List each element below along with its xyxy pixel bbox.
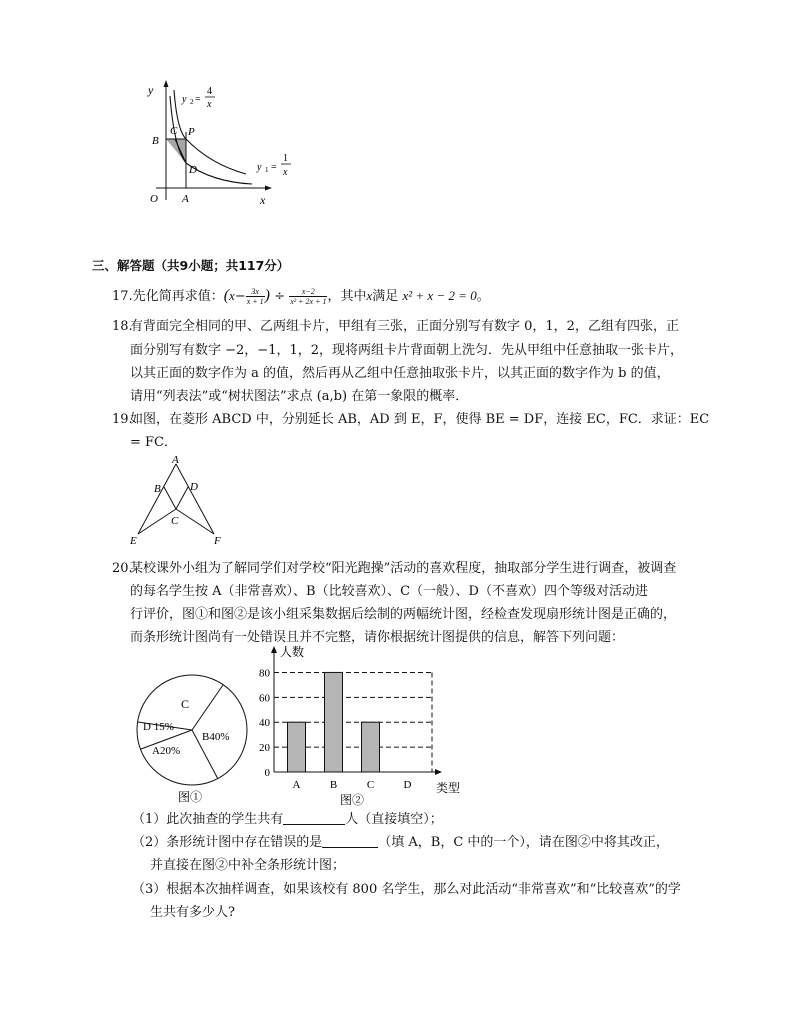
fig19-label-B: B (154, 483, 161, 495)
label-A: A (182, 193, 189, 205)
q17-f2-den: x² + 2x + 1 (290, 297, 327, 306)
q17-rparen: ) (264, 287, 270, 304)
label-y1-sub: 1 (265, 166, 269, 174)
q17-f1-num: 3x (246, 287, 265, 297)
bar-C (362, 722, 380, 772)
label-y1: y (257, 162, 262, 173)
pie-slice-a-label: A20% (152, 745, 181, 757)
q20-sub-2 (132, 833, 669, 853)
x-tick-label-B: B (329, 779, 338, 791)
label-x: x (260, 193, 266, 207)
pie-slice-b-label: B40% (202, 731, 230, 743)
q17-x: x (229, 288, 235, 303)
line-DC (176, 487, 188, 509)
pie-slice-d-label: D 15% (143, 721, 174, 733)
q20-line-3: 行评价，图①和图②是该小组采集数据后绘制的两幅统计图，经检查发现扇形统计图是正确的， (130, 607, 677, 622)
label-origin: O (150, 193, 158, 205)
pie-chart (130, 672, 254, 806)
label-y1-num: 1 (283, 153, 288, 164)
q20-sub-1 (132, 810, 443, 830)
bar-y-axis-arrow (271, 646, 277, 653)
bar-y-label: 人数 (280, 645, 305, 659)
label-y: y (148, 83, 154, 97)
q20-sub2-b: （填 A，B，C 中的一个），请在图②中将其改正， (378, 835, 669, 850)
x-tick-label-D: D (403, 779, 412, 791)
q17-text-b: ，其中 (327, 289, 367, 304)
label-y1-den: x (283, 167, 288, 178)
bar-chart (252, 644, 472, 810)
q17-minus: − (234, 289, 246, 304)
q20-number: 20. (112, 561, 133, 576)
q18-line-1: 有背面完全相同的甲、乙两组卡片，甲组有三张，正面分别写有数字 0，1，2，乙组有四张，正 (130, 319, 679, 334)
q20-answer-1-blank[interactable] (283, 810, 345, 825)
q18-line-2: 面分别写有数字 −2，−1，1，2，现将两组卡片背面朝上洗匀．先从甲组中任意抽取一张卡片， (130, 343, 684, 358)
label-y2-eq: = (195, 94, 201, 105)
y-tick-label-40: 40 (259, 717, 270, 730)
q19-line-1: 如图，在菱形 ABCD 中，分别延长 AB，AD 到 E，F，使得 BE = DF，连接 EC，FC．求证：EC (130, 412, 710, 427)
q17-fraction-2 (289, 287, 327, 306)
q18-line-3: 以其正面的数字作为 a 的值，然后再从乙组中任意抽取张卡片，以其正面的数字作为 b 的值， (130, 366, 670, 381)
line-FC (176, 509, 214, 534)
q20-line-1: 某校课外小组为了解同学们对学校“阳光跑操”活动的喜欢程度，抽取部分学生进行调查，被调查 (130, 561, 677, 576)
q20-sub-3: （3）根据本次抽样调查，如果该校有 800 名学生，那么对此活动“非常喜欢”和“比较喜欢”的学 (132, 882, 681, 897)
q17-end: 。 (476, 289, 490, 304)
line-BC (164, 487, 176, 509)
bar-x-label: 类型 (436, 781, 461, 795)
bar-x-axis-arrow (435, 769, 442, 775)
y-axis-arrow (164, 80, 169, 87)
q20-sub1-b: 人（直接填空）； (345, 812, 443, 827)
y-tick-label-0: 0 (264, 767, 270, 779)
q20-sub-2-line-2: 并直接在图②中补全条形统计图； (150, 858, 346, 873)
q20-sub-3-line-2: 生共有多少人? (150, 905, 235, 920)
q20-answer-2-blank[interactable] (322, 833, 378, 848)
q20-sub1-a: （1）此次抽查的学生共有 (132, 812, 284, 827)
fig19-label-F: F (214, 535, 221, 546)
q17-div: ÷ (274, 289, 286, 304)
q19-line-2: = FC． (130, 435, 177, 450)
function-graph (140, 72, 300, 212)
q17-lparen: ( (223, 287, 230, 304)
q18-line-4: 请用“列表法”或“树状图法”求点 (a,b) 在第一象限的概率． (130, 389, 469, 404)
fig19-label-E: E (130, 535, 137, 546)
x-tick-label-A: A (292, 779, 301, 791)
label-B: B (152, 135, 159, 147)
label-D: D (189, 164, 197, 176)
label-y2-sub: 2 (190, 98, 194, 106)
q17-number: 17. (112, 289, 133, 304)
q17-text-d: 满足 (372, 289, 399, 304)
q17-f1-den: x + 1 (246, 297, 264, 306)
fig19-label-C: C (171, 515, 179, 527)
y-tick-label-20: 20 (259, 742, 270, 755)
q17-fraction-1 (246, 287, 265, 306)
q20-sub2-a: （2）条形统计图中存在错误的是 (132, 835, 323, 850)
pie-caption: 图① (178, 790, 203, 804)
bar-caption: 图② (340, 793, 365, 807)
question-17 (112, 286, 490, 307)
q18-number: 18. (112, 319, 133, 334)
bar-B (325, 672, 343, 772)
fig19-label-D: D (190, 481, 198, 493)
bar-A (288, 722, 306, 772)
section-title: 三、解答题（共9小题；共117分） (92, 258, 290, 273)
label-y2-num: 4 (207, 86, 212, 97)
y-tick-label-60: 60 (259, 692, 270, 705)
label-y2: y (182, 94, 187, 105)
label-y2-den: x (207, 99, 212, 110)
label-y1-eq: = (271, 162, 277, 173)
label-C: C (170, 125, 178, 137)
q17-f2-num: x−2 (289, 287, 327, 297)
q20-line-2: 的每名学生按 A（非常喜欢）、B（比较喜欢）、C（一般）、D（不喜欢）四个等级对活动进 (130, 584, 648, 599)
x-tick-label-C: C (366, 779, 375, 791)
pie-slice-c-label: C (181, 697, 190, 711)
q19-number: 19. (112, 412, 133, 427)
q17-text-c: x (366, 288, 373, 303)
label-P: P (188, 126, 195, 138)
q20-line-4: 而条形统计图尚有一处错误且并不完整，请你根据统计图提供的信息，解答下列问题： (130, 630, 625, 645)
x-axis-arrow (265, 186, 272, 191)
y-tick-label-80: 80 (259, 667, 270, 680)
q17-condition: x² + x − 2 = 0 (402, 288, 477, 303)
rhombus-figure (128, 454, 228, 546)
q17-text-a: 先化简再求值： (132, 289, 224, 304)
fig19-label-A: A (172, 454, 179, 466)
